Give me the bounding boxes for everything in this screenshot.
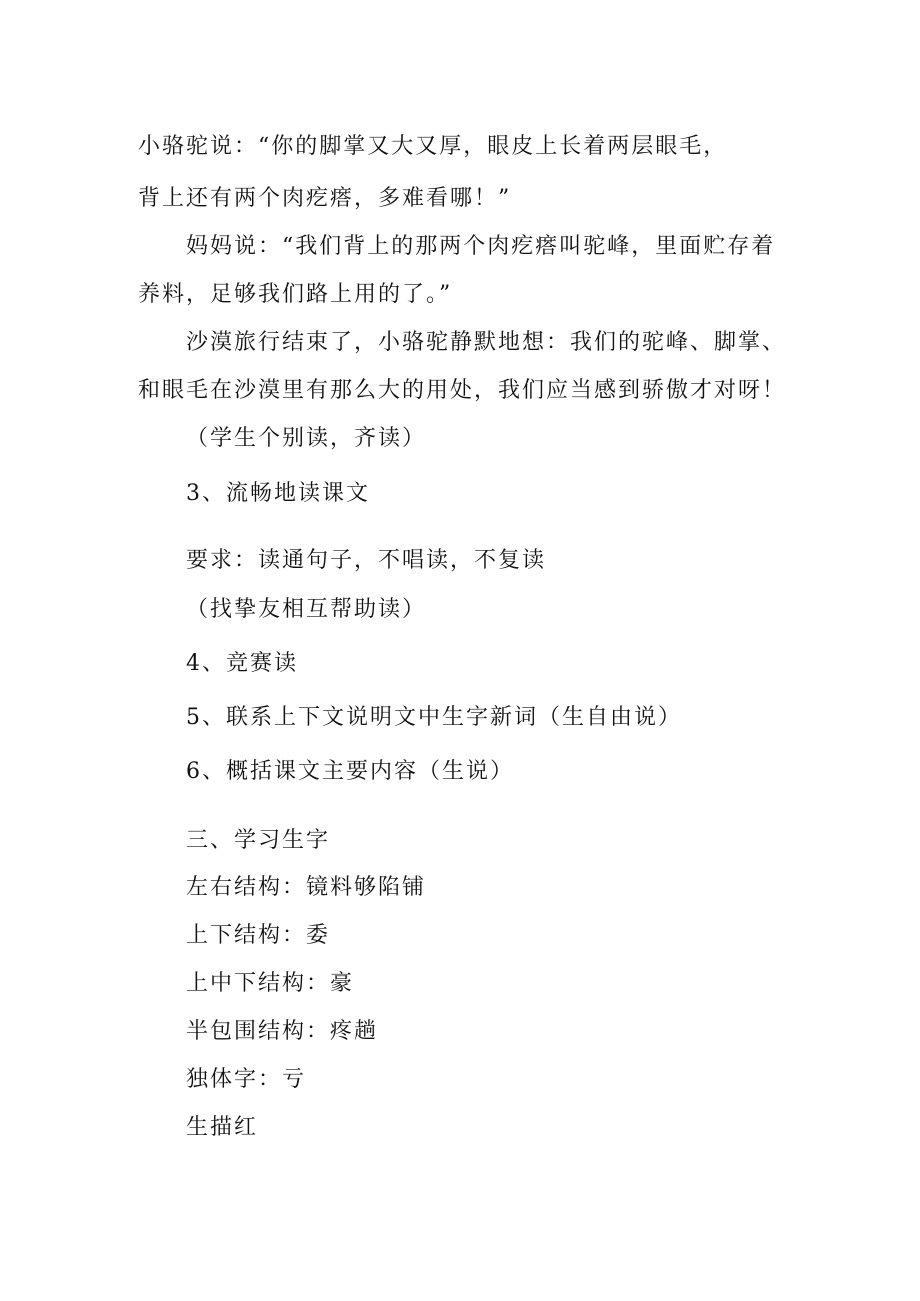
text-line-8: 3、流畅地读课文 — [186, 481, 370, 506]
text-line-18: 半包围结构：疼趟 — [186, 1019, 379, 1044]
text-line-7: （学生个别读，齐读） — [186, 426, 427, 451]
text-line-2: 背上还有两个肉疙瘩，多难看哪！” — [138, 186, 512, 211]
text-line-4: 养料，足够我们路上用的了。” — [138, 282, 453, 307]
section-heading: 三、学习生字 — [186, 828, 331, 853]
text-line-1: 小骆驼说：“你的脚掌又大又厚，眼皮上长着两层眼毛， — [138, 134, 728, 159]
text-line-19: 独体字：亏 — [186, 1067, 307, 1092]
text-line-6: 和眼毛在沙漠里有那么大的用处，我们应当感到骄傲才对呀！ — [138, 378, 787, 403]
text-line-12: 5、联系上下文说明文中生字新词（生自由说） — [186, 705, 682, 730]
text-line-15: 左右结构：镜料够陷铺 — [186, 875, 427, 900]
text-line-16: 上下结构：委 — [186, 923, 331, 948]
text-line-9: 要求：读通句子，不唱读，不复读 — [186, 548, 547, 573]
text-line-10: （找挚友相互帮助读） — [186, 597, 427, 622]
text-line-20: 生描红 — [186, 1115, 259, 1140]
text-line-3: 妈妈说：“我们背上的那两个肉疙瘩叫驼峰，里面贮存着 — [186, 234, 776, 259]
text-line-17: 上中下结构：豪 — [186, 971, 355, 996]
text-line-5: 沙漠旅行结束了，小骆驼静默地想：我们的驼峰、脚掌、 — [186, 330, 787, 355]
text-line-13: 6、概括课文主要内容（生说） — [186, 759, 514, 784]
text-line-11: 4、竞赛读 — [186, 651, 298, 676]
